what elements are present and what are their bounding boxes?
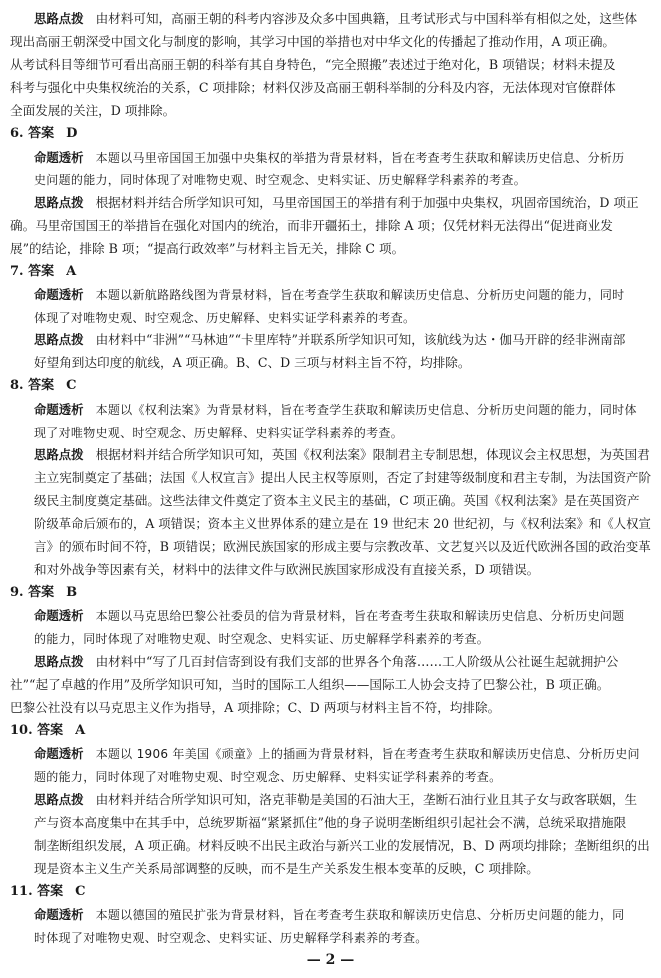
text-line: 根据材料并结合所学知识可知，马里帝国国王的举措有利于加强中央集权，巩固帝国统治，D 项正 <box>95 195 639 210</box>
text-line: 从考试科目等细节可看出高丽王朝的科举有其自身特色，“完全照搬”表述过于绝对化，B 项错误；材料未提及 <box>10 57 616 72</box>
text-line: 主立宪制奠定了基础；法国《人权宣言》提出人民主权等原则，否定了封建等级制度和君主专制，为法国资产阶 <box>34 470 652 485</box>
text-line: 现是资本主义生产关系局部调整的反映，而不是生产关系发生根本变革的反映，C 项排除。 <box>34 861 539 876</box>
answer-heading: 8. 答案 C <box>10 378 77 393</box>
answer-heading: 10. 答案 A <box>10 723 86 738</box>
answer-value: C <box>75 884 86 899</box>
reasoning-label: 思路点拨 <box>34 11 84 26</box>
answer-heading: 11. 答案 C <box>10 884 86 899</box>
reasoning-label: 思路点拨 <box>34 447 84 462</box>
page-number: — 2 — <box>306 952 355 968</box>
answer-value: D <box>66 126 78 141</box>
text-line: 全面发展的关注，D 项排除。 <box>10 103 176 118</box>
text-line: 现了对唯物史观、时空观念、历史解释、史料实证学科素养的考查。 <box>34 426 404 440</box>
text-line: 展”的结论，排除 B 项；“提高行政效率”与材料主旨无关，排除 C 项。 <box>10 241 405 256</box>
text-line: 本题以马克思给巴黎公社委员的信为背景材料，旨在考查考生获取和解读历史信息、分析历史问题 <box>95 609 625 623</box>
text-line: 由材料中“非洲”“马林迪”“卡里库特”并联系所学知识可知，该航线为达・伽马开辟的经非洲南部 <box>95 332 626 347</box>
answer-value: B <box>66 585 78 600</box>
reasoning-label: 思路点拨 <box>34 792 84 807</box>
analysis-label: 命题透析 <box>34 608 84 623</box>
text-line: 巴黎公社没有以马克思主义作为指导，A 项排除；C、D 两项与材料主旨不符，均排除。 <box>10 700 501 715</box>
text-line: 史问题的能力，同时体现了对唯物史观、时空观念、史料实证、历史解释学科素养的考查。 <box>34 173 527 187</box>
reasoning-label: 思路点拨 <box>34 654 84 669</box>
text-line: 本题以 1906 年美国《顽童》上的插画为背景材料，旨在考查考生获取和解读历史信息、分析历史问 <box>95 747 640 761</box>
answer-heading: 7. 答案 A <box>10 264 77 279</box>
analysis-label: 命题透析 <box>34 402 84 417</box>
text-line: 现出高丽王朝深受中国文化与制度的影响，其学习中国的举措也对中华文化的传播起了推动作用，A 项正确。 <box>10 34 616 49</box>
analysis-label: 命题透析 <box>34 287 84 302</box>
text-line: 级民主制度奠定基础。这些法律文件奠定了资本主义民主的基础，C 项正确。英国《权利法案》是在英国资产 <box>34 493 640 508</box>
text-line: 由材料并结合所学知识可知，洛克菲勒是美国的石油大王，垄断石油行业且其子女与政客联姻，生 <box>95 792 638 807</box>
text-line: 本题以德国的殖民扩张为背景材料，旨在考查考生获取和解读历史信息、分析历史问题的能力，同 <box>95 908 625 922</box>
text-line: 和对外战争等因素有关，材料中的法律文件与欧洲民族国家形成没有直接关系，D 项错误。 <box>34 562 540 577</box>
text-line: 的能力，同时体现了对唯物史观、时空观念、史料实证、历史解释学科素养的考查。 <box>34 632 490 646</box>
text-line: 本题以新航路路线图为背景材料，旨在考查学生获取和解读历史信息、分析历史问题的能力，同时 <box>95 288 625 302</box>
text-line: 言》的颁布时间不符，B 项错误；欧洲民族国家的形成主要与宗教改革、文艺复兴以及近代欧洲各国的政治变革 <box>34 539 651 554</box>
text-line: 产与资本高度集中在其手中，总统罗斯福“紧紧抓住”他的身子说明垄断组织引起社会不满，总统采取措施限 <box>34 815 627 830</box>
text-line: 本题以《权利法案》为背景材料，旨在考查学生获取和解读历史信息、分析历史问题的能力，同时体 <box>95 403 637 417</box>
text-line: 制垄断组织发展，A 项正确。材料反映不出民主政治与新兴工业的发展情况，B、D 两项均排除；垄断组织的出 <box>34 838 650 853</box>
text-line: 题的能力，同时体现了对唯物史观、时空观念、历史解释、史料实证学科素养的考查。 <box>34 770 502 784</box>
text-line: 时体现了对唯物史观、时空观念、史料实证、历史解释学科素养的考查。 <box>34 931 428 945</box>
answer-value: C <box>66 378 77 393</box>
text-line: 根据材料并结合所学知识可知，英国《权利法案》限制君主专制思想，体现议会主权思想，为英国君 <box>95 447 650 462</box>
text-line: 社”“起了卓越的作用”及所学知识可知，当时的国际工人组织——国际工人协会支持了巴黎公社，B 项正确。 <box>10 677 610 692</box>
answer-value: A <box>75 723 86 738</box>
text-line: 确。马里帝国国王的举措旨在强化对国内的统治，而非开疆拓土，排除 A 项；仅凭材料无法得出“促进商业发 <box>10 218 613 233</box>
analysis-label: 命题透析 <box>34 907 84 922</box>
answer-heading: 6. 答案 D <box>10 126 78 141</box>
text-line: 由材料可知，高丽王朝的科考内容涉及众多中国典籍，且考试形式与中国科举有相似之处，这些体 <box>95 11 638 26</box>
reasoning-label: 思路点拨 <box>34 195 84 210</box>
reasoning-label: 思路点拨 <box>34 332 84 347</box>
text-line: 阶级革命后颁布的，A 项错误；资本主义世界体系的建立是在 19 世纪末 20 世纪初，与《权利法案》和《人权宣 <box>34 516 651 531</box>
answer-value: A <box>66 264 77 279</box>
text-line: 本题以马里帝国国王加强中央集权的举措为背景材料，旨在考查考生获取和解读历史信息、分析历 <box>95 151 625 165</box>
analysis-label: 命题透析 <box>34 150 84 165</box>
analysis-label: 命题透析 <box>34 746 84 761</box>
text-line: 由材料中“写了几百封信寄到设有我们支部的世界各个角落……工人阶级从公社诞生起就拥护公 <box>95 654 619 669</box>
text-line: 体现了对唯物史观、时空观念、历史解释、史料实证学科素养的考查。 <box>34 311 416 325</box>
text-line: 好望角到达印度的航线，A 项正确。B、C、D 三项与材料主旨不符，均排除。 <box>34 355 471 370</box>
text-line: 科考与强化中央集权统治的关系，C 项排除；材料仅涉及高丽王朝科举制的分科及内容，无法体现对官僚群体 <box>10 80 616 95</box>
answer-heading: 9. 答案 B <box>10 585 78 600</box>
